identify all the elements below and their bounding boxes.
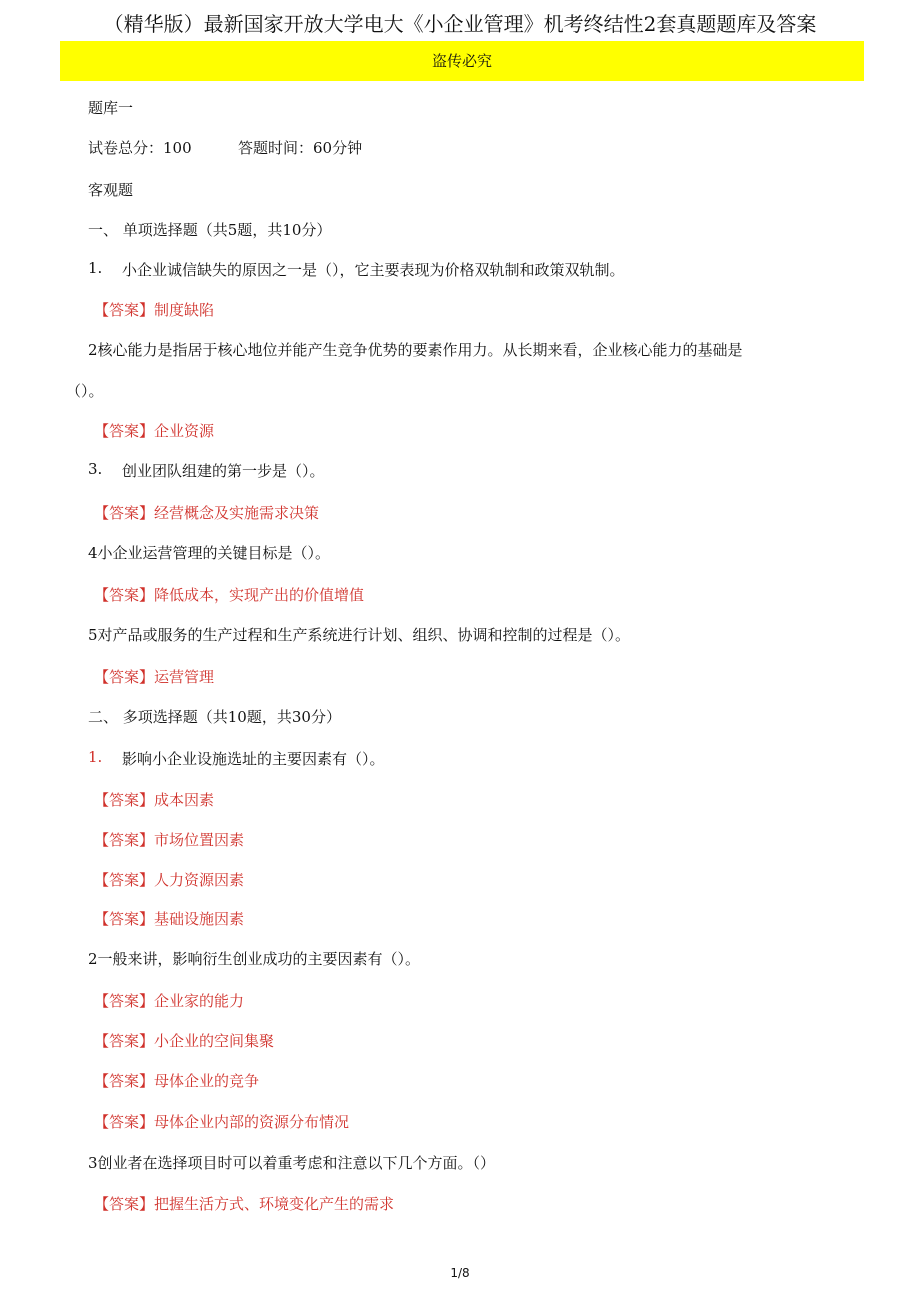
section-heading-multiple: 二、 多项选择题（共10题，共30分）	[88, 708, 341, 726]
question-text: 小企业诚信缺失的原因之一是（），它主要表现为价格双轨制和政策双轨制。	[122, 261, 625, 279]
document-title: （精华版）最新国家开放大学电大《小企业管理》机考终结性2套真题题库及答案	[103, 12, 817, 36]
page-number: 1/8	[450, 1266, 470, 1280]
answer-text: 【答案】降低成本，实现产出的价值增值	[94, 586, 365, 604]
answer-text: 【答案】基础设施因素	[94, 910, 245, 928]
question-text: 4小企业运营管理的关键目标是（）。	[88, 544, 331, 562]
answer-text: 【答案】成本因素	[94, 791, 215, 809]
question-number: 3.	[88, 460, 103, 478]
banner-text: 盗传必究	[431, 52, 492, 70]
answer-text: 【答案】经营概念及实施需求决策	[94, 504, 320, 522]
question-text: 影响小企业设施选址的主要因素有（）。	[122, 750, 385, 768]
question-text-continued: （）。	[66, 382, 104, 400]
question-text: 5对产品或服务的生产过程和生产系统进行计划、组织、协调和控制的过程是（）。	[88, 626, 631, 644]
answer-text: 【答案】把握生活方式、环境变化产生的需求	[94, 1195, 395, 1213]
question-text: 2核心能力是指居于核心地位并能产生竞争优势的要素作用力。从长期来看，企业核心能力的基础是	[88, 341, 743, 359]
answer-text: 【答案】制度缺陷	[94, 301, 215, 319]
time-limit: 答题时间：60分钟	[238, 139, 363, 157]
question-number: 1.	[88, 748, 103, 766]
question-text: 3创业者在选择项目时可以着重考虑和注意以下几个方面。（）	[88, 1154, 496, 1172]
answer-text: 【答案】企业家的能力	[94, 992, 245, 1010]
answer-text: 【答案】运营管理	[94, 668, 215, 686]
answer-text: 【答案】人力资源因素	[94, 871, 245, 889]
total-score: 试卷总分：100	[88, 139, 192, 157]
objective-label: 客观题	[88, 181, 134, 199]
answer-text: 【答案】市场位置因素	[94, 831, 245, 849]
bank-label: 题库一	[88, 99, 134, 117]
answer-text: 【答案】母体企业内部的资源分布情况	[94, 1113, 350, 1131]
answer-text: 【答案】小企业的空间集聚	[94, 1032, 275, 1050]
answer-text: 【答案】企业资源	[94, 422, 215, 440]
question-number: 1.	[88, 259, 103, 277]
watermark-banner	[60, 41, 864, 81]
answer-text: 【答案】母体企业的竞争	[94, 1072, 260, 1090]
question-text: 2一般来讲，影响衍生创业成功的主要因素有（）。	[88, 950, 421, 968]
question-text: 创业团队组建的第一步是（）。	[122, 462, 325, 480]
section-heading-single: 一、 单项选择题（共5题，共10分）	[88, 221, 332, 239]
